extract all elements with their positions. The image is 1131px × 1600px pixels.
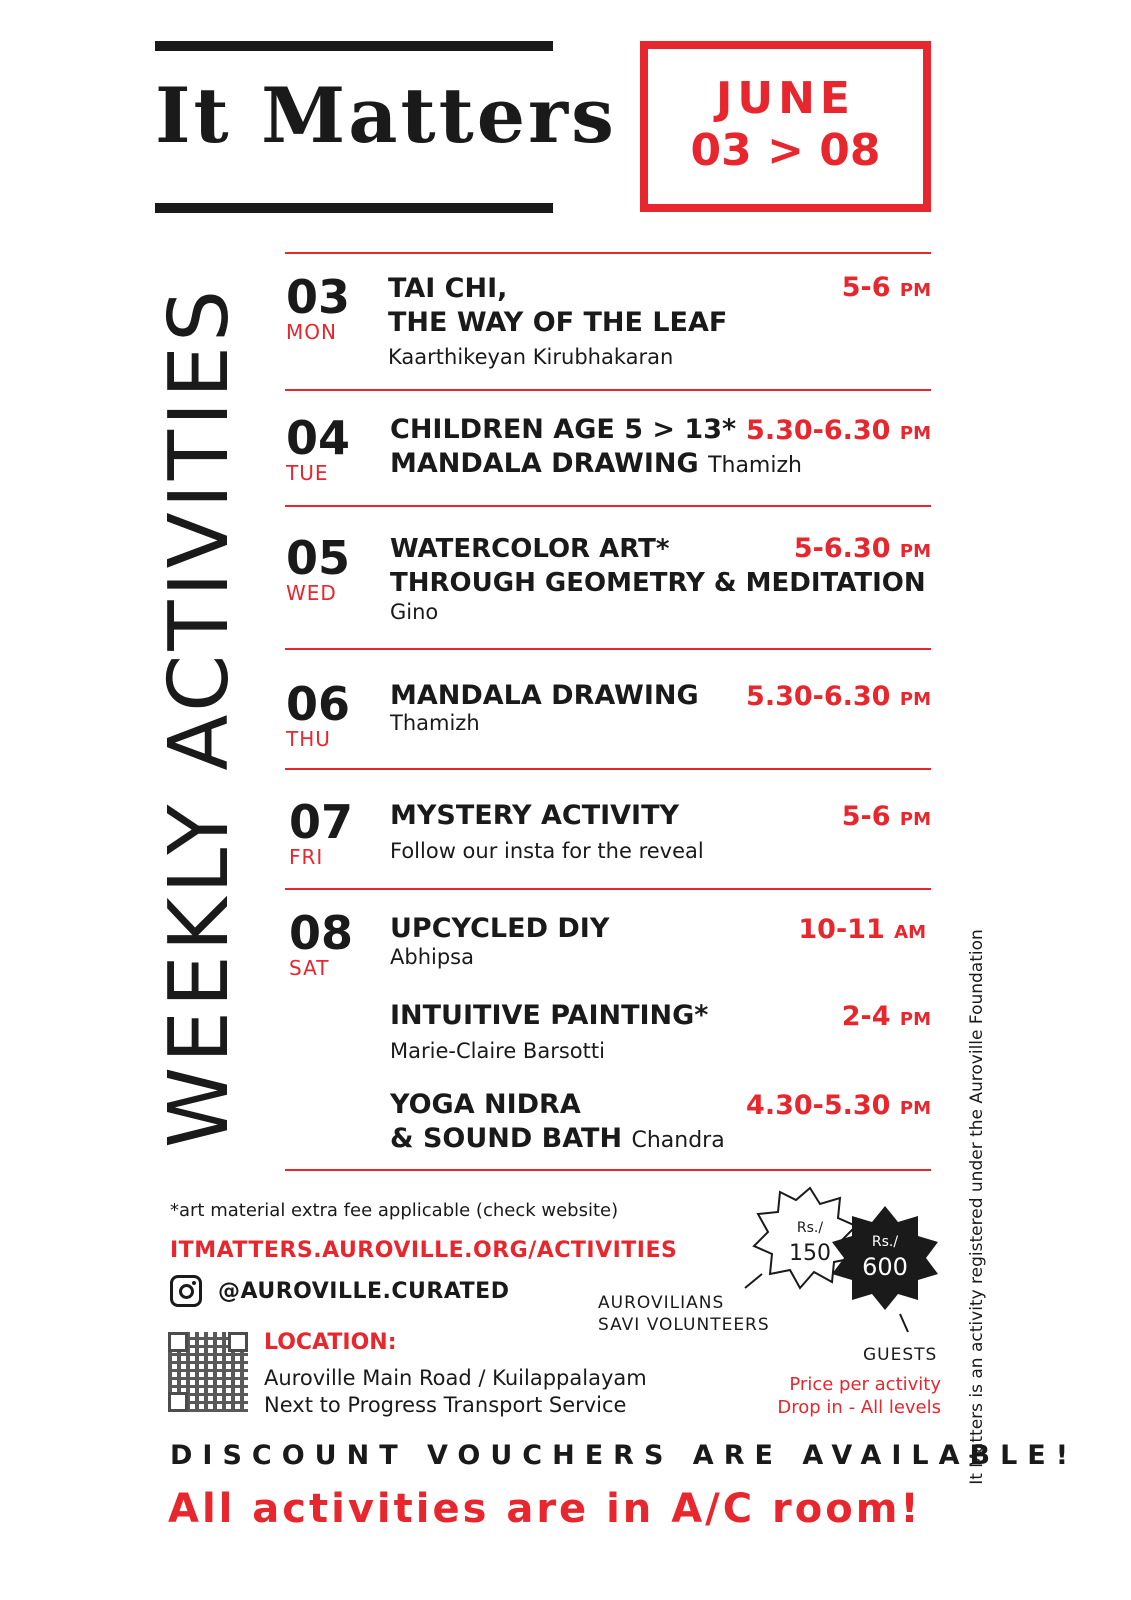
schedule-divider: [285, 768, 931, 770]
activity-title: CHILDREN AGE 5 > 13* MANDALA DRAWING Thamizh: [390, 414, 802, 479]
activity-time: 5-6 PM: [841, 801, 931, 832]
location-line: Auroville Main Road / Kuilappalayam: [264, 1366, 647, 1390]
activity-time: 5.30-6.30 PM: [746, 681, 931, 712]
foundation-side-note: It Matters is an activity registered under the Auroville Foundation: [967, 929, 987, 1485]
instagram-handle[interactable]: @AUROVILLE.CURATED: [218, 1279, 510, 1304]
price-badges: [740, 1180, 950, 1350]
aurovilians-label: AUROVILIANS SAVI VOLUNTEERS: [598, 1293, 770, 1335]
header-bottom-rule: [155, 203, 553, 213]
activity-host: Follow our insta for the reveal: [390, 839, 704, 863]
website-link[interactable]: ITMATTERS.AUROVILLE.ORG/ACTIVITIES: [170, 1238, 678, 1263]
activity-time: 2-4 PM: [841, 1001, 931, 1032]
day-name: WED: [286, 581, 337, 605]
header-top-rule: [155, 41, 553, 51]
price-small-amount: 150: [789, 1241, 831, 1266]
day-number: 06: [286, 677, 351, 731]
schedule-divider: [285, 252, 931, 254]
activity-title: UPCYCLED DIY: [390, 913, 610, 944]
activity-time: 5.30-6.30 PM: [746, 415, 931, 446]
guests-label: GUESTS: [863, 1345, 938, 1365]
activity-title: YOGA NIDRA & SOUND BATH Chandra: [390, 1089, 725, 1154]
month-label: JUNE: [716, 73, 855, 124]
activity-host: Gino: [390, 600, 439, 624]
activity-time: 4.30-5.30 PM: [746, 1090, 931, 1121]
day-name: TUE: [286, 461, 329, 485]
day-number: 05: [286, 531, 351, 585]
brand-title: It Matters: [155, 71, 617, 160]
activity-title: WATERCOLOR ART* THROUGH GEOMETRY & MEDITATION: [390, 534, 926, 598]
activity-host: Abhipsa: [390, 945, 474, 969]
activity-title: INTUITIVE PAINTING*: [390, 1000, 709, 1031]
day-name: MON: [286, 320, 337, 344]
schedule-divider: [285, 648, 931, 650]
weekly-activities-title: WEEKLY ACTIVITIES: [152, 285, 247, 1149]
pointer-line: [745, 1274, 762, 1288]
day-number: 03: [286, 270, 351, 324]
day-number: 04: [286, 411, 351, 465]
price-big-currency: Rs./: [871, 1234, 899, 1250]
price-big-amount: 600: [862, 1253, 908, 1281]
schedule-divider: [285, 505, 931, 507]
day-name: THU: [286, 727, 331, 751]
activity-host: Marie-Claire Barsotti: [390, 1039, 605, 1063]
ac-room-banner: All activities are in A/C room!: [168, 1486, 922, 1532]
location-line: Next to Progress Transport Service: [264, 1393, 627, 1417]
schedule-divider: [285, 888, 931, 890]
instagram-icon: [170, 1275, 202, 1307]
day-name: SAT: [289, 956, 330, 980]
discount-banner: DISCOUNT VOUCHERS ARE AVAILABLE!: [170, 1440, 1079, 1471]
day-number: 08: [289, 906, 354, 960]
price-small-currency: Rs./: [796, 1220, 824, 1236]
pointer-line: [900, 1314, 908, 1332]
location-label: LOCATION:: [264, 1330, 397, 1355]
schedule-divider: [285, 1169, 931, 1171]
activity-time: 10-11 AM: [798, 914, 926, 945]
date-range: 03 > 08: [690, 125, 881, 176]
activity-time: 5-6.30 PM: [793, 533, 931, 564]
day-name: FRI: [289, 845, 324, 869]
price-note: Price per activity Drop in - All levels: [777, 1374, 941, 1418]
activity-title: TAI CHI, THE WAY OF THE LEAF: [388, 273, 728, 338]
activity-host: Kaarthikeyan Kirubhakaran: [388, 345, 674, 369]
date-box: [640, 41, 931, 212]
activity-title: MYSTERY ACTIVITY: [390, 800, 680, 831]
schedule-divider: [285, 389, 931, 391]
art-material-note: *art material extra fee applicable (check website): [170, 1200, 619, 1221]
activity-title: MANDALA DRAWING: [390, 680, 699, 711]
activity-host: Thamizh: [390, 711, 480, 735]
qr-code: [168, 1332, 248, 1412]
activity-time: 5-6 PM: [841, 272, 931, 303]
day-number: 07: [289, 795, 354, 849]
